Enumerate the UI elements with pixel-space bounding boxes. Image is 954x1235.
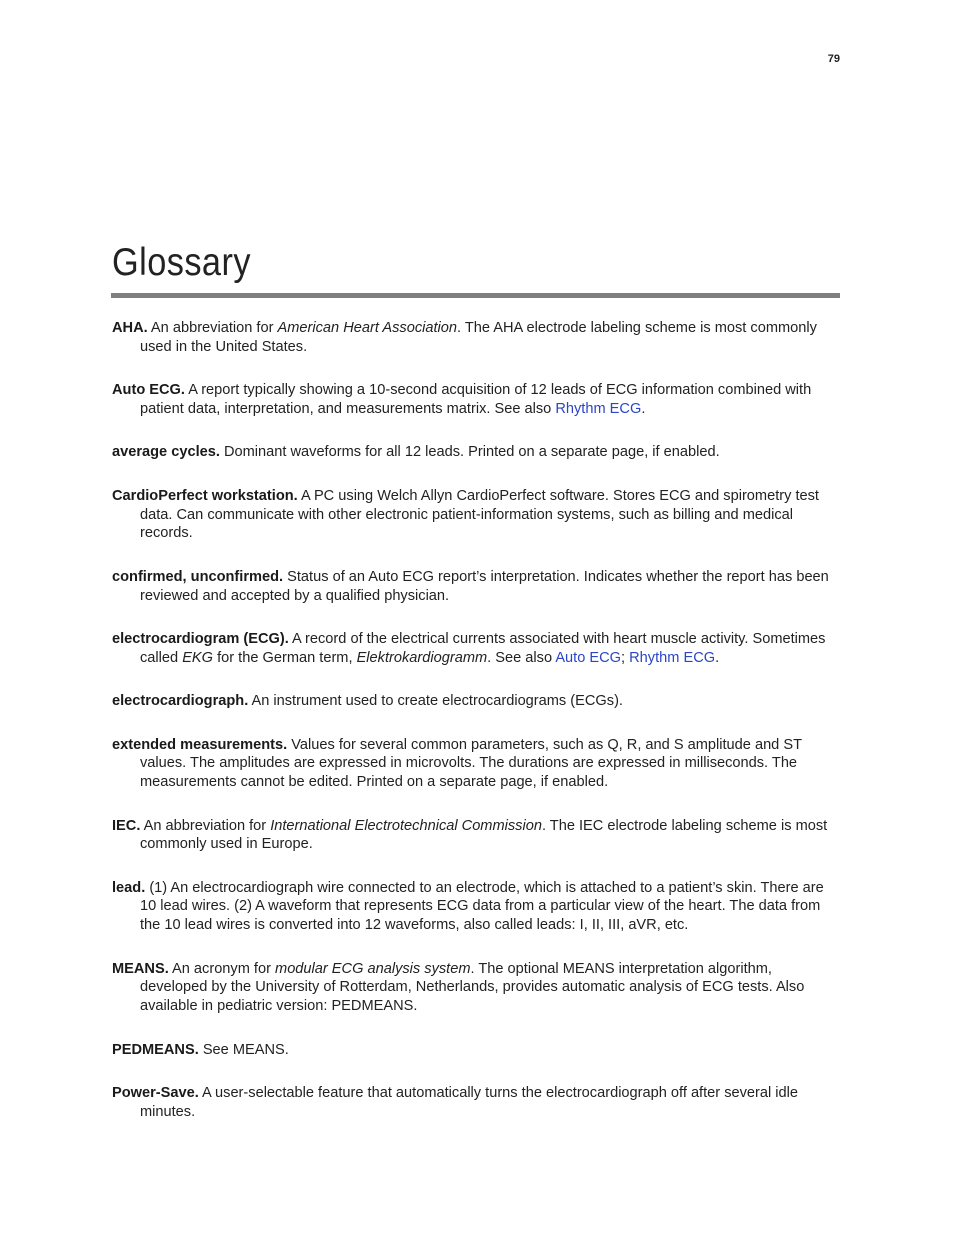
definition-text: An acronym for (168, 960, 276, 977)
definition-text: A record of the electrical currents associated with heart muscle activity. Sometimes called (140, 630, 826, 666)
glossary-entry-average-cycles (112, 443, 842, 462)
definition-text: ; (621, 649, 630, 666)
definition-text: . (641, 400, 646, 417)
definition-text: A user-selectable feature that automatically turns the electrocardiograph off after several idle minutes. (140, 1085, 799, 1120)
definition-text: . See also (487, 649, 556, 666)
definition-emphasis: modular ECG analysis system (275, 960, 471, 977)
glossary-term: extended measurements. (112, 736, 288, 753)
cross-reference-link[interactable]: Auto ECG (555, 649, 622, 666)
glossary-entry-power-save (112, 1084, 842, 1122)
definition-emphasis: Elektrokardiogramm (356, 649, 488, 666)
definition-text: An abbreviation for (140, 817, 271, 834)
definition-text: . (715, 649, 720, 666)
definition-text: Dominant waveforms for all 12 leads. Printed on a separate page, if enabled. (219, 444, 720, 461)
cross-reference-link[interactable]: Rhythm ECG (555, 400, 642, 417)
definition-text: An abbreviation for (147, 320, 278, 336)
glossary-entry-pedmeans (112, 1041, 842, 1060)
page-number: 79 (827, 53, 840, 65)
definition-emphasis: American Heart Association (277, 320, 458, 336)
glossary-entry-aha (112, 319, 842, 357)
glossary-entry-iec (112, 817, 842, 855)
definition-emphasis: International Electrotechnical Commission (270, 817, 542, 834)
title-rule (111, 293, 840, 298)
glossary-entry-auto-ecg (112, 381, 842, 419)
glossary-entry-electrocardiogram (112, 630, 842, 668)
definition-text: See MEANS. (198, 1041, 289, 1058)
glossary-entry-electrocardiograph (112, 692, 842, 711)
glossary-term: CardioPerfect workstation. (112, 487, 298, 504)
glossary-entries (112, 319, 842, 1146)
glossary-term: confirmed, unconfirmed. (112, 568, 284, 585)
glossary-entry-cardioperfect-workstation (112, 487, 842, 543)
glossary-term: MEANS. (112, 960, 169, 977)
definition-text: An instrument used to create electrocardiograms (ECGs). (248, 693, 623, 710)
definition-text: Status of an Auto ECG report’s interpretation. Indicates whether the report has been reviewed and accepted by a qualified physician. (140, 568, 829, 604)
glossary-entry-means (112, 960, 842, 1016)
glossary-term: Auto ECG. (112, 382, 185, 399)
glossary-term: average cycles. (112, 444, 220, 461)
glossary-entry-lead (112, 879, 842, 935)
definition-text: A PC using Welch Allyn CardioPerfect software. Stores ECG and spirometry test data. Can communicate with other electronic patient-information systems, such as billing and medical records. (140, 487, 819, 542)
glossary-term: lead. (112, 879, 146, 896)
glossary-term: PEDMEANS. (112, 1041, 199, 1058)
glossary-term: electrocardiogram (ECG). (112, 630, 289, 647)
page-title: Glossary (112, 241, 251, 284)
definition-text: A report typically showing a 10-second acquisition of 12 leads of ECG information combined with patient data, interpretation, and measurements matrix. See also (140, 382, 812, 417)
definition-emphasis: EKG (182, 649, 214, 666)
definition-text: . The IEC electrode labeling scheme is most commonly used in Europe. (140, 817, 828, 853)
cross-reference-link[interactable]: Rhythm ECG (629, 649, 716, 666)
glossary-term: IEC. (112, 817, 141, 834)
glossary-term: Power-Save. (112, 1085, 199, 1102)
definition-text: for the German term, (213, 649, 357, 666)
definition-text: (1) An electrocardiograph wire connected to an electrode, which is attached to a patient’s skin. There are 10 lead wires. (2) A waveform that represents ECG data from a particular view of the heart. The data from the 10 lead wires is converted into 12 waveforms, also called leads: I, II, III, aVR, etc. (140, 879, 824, 934)
glossary-term: electrocardiograph. (112, 693, 249, 710)
definition-text: Values for several common parameters, such as Q, R, and S amplitude and ST values. The amplitudes are expressed in microvolts. The durations are expressed in milliseconds. The measurements cannot be edited. Printed on a separate page, if enabled. (140, 736, 802, 791)
definition-text: . The optional MEANS interpretation algorithm, developed by the University of Rotterdam, Netherlands, provides automatic analysis of ECG tests. Also available in pediatric version: PEDMEANS. (140, 960, 805, 1015)
glossary-entry-confirmed-unconfirmed (112, 568, 842, 606)
definition-text: . The AHA electrode labeling scheme is most commonly used in the United States. (140, 320, 817, 355)
glossary-term: AHA. (112, 320, 148, 336)
glossary-entry-extended-measurements (112, 736, 842, 792)
